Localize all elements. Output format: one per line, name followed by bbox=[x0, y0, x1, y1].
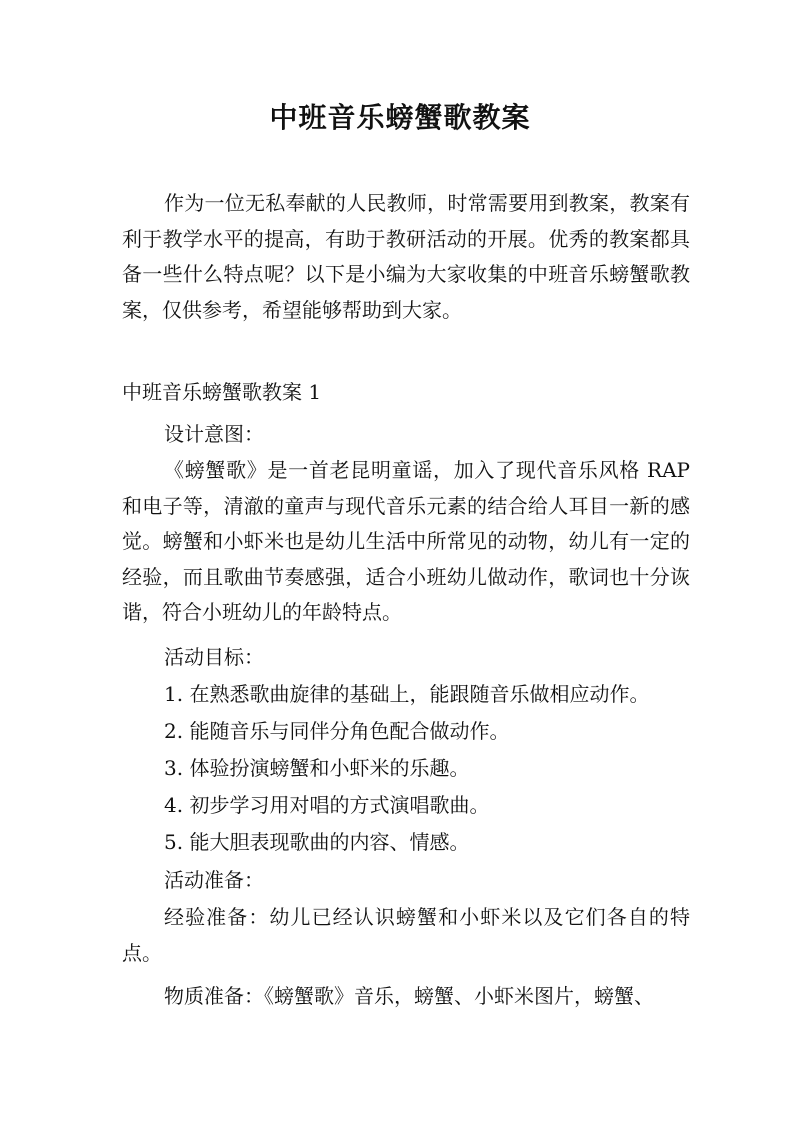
material-prep-paragraph: 物质准备：《螃蟹歌》音乐，螃蟹、小虾米图片，螃蟹、 bbox=[164, 984, 654, 1008]
goal-item: 4. 初步学习用对唱的方式演唱歌曲。 bbox=[164, 793, 490, 817]
section-heading: 中班音乐螃蟹歌教案 1 bbox=[122, 380, 322, 404]
goals-label: 活动目标： bbox=[164, 645, 264, 669]
document-title: 中班音乐螃蟹歌教案 bbox=[269, 101, 531, 134]
experience-prep-paragraph: 经验准备：幼儿已经认识螃蟹和小虾米以及它们各自的特点。 bbox=[122, 905, 690, 965]
goal-item: 5. 能大胆表现歌曲的内容、情感。 bbox=[164, 830, 470, 854]
prep-label: 活动准备： bbox=[164, 868, 264, 892]
intro-paragraph: 作为一位无私奉献的人民教师，时常需要用到教案，教案有利于教学水平的提高，有助于教研活动的开展。优秀的教案都具备一些什么特点呢？以下是小编为大家收集的中班音乐螃蟹歌教案，仅供参考，希望能够帮助到大家。 bbox=[122, 191, 690, 322]
goal-item: 3. 体验扮演螃蟹和小虾米的乐趣。 bbox=[164, 756, 470, 780]
goal-item: 1. 在熟悉歌曲旋律的基础上，能跟随音乐做相应动作。 bbox=[164, 682, 650, 706]
design-intent-paragraph: 《螃蟹歌》是一首老昆明童谣，加入了现代音乐风格 RAP 和电子等，清澈的童声与现代音乐元素的结合给人耳目一新的感觉。螃蟹和小虾米也是幼儿生活中所常见的动物，幼儿有一定的经验，而且歌曲节奏感强，适合小班幼儿做动作，歌词也十分诙谐，符合小班幼儿的年龄特点。 bbox=[122, 458, 690, 624]
design-intent-label: 设计意图： bbox=[164, 422, 264, 446]
goal-item: 2. 能随音乐与同伴分角色配合做动作。 bbox=[164, 719, 510, 743]
